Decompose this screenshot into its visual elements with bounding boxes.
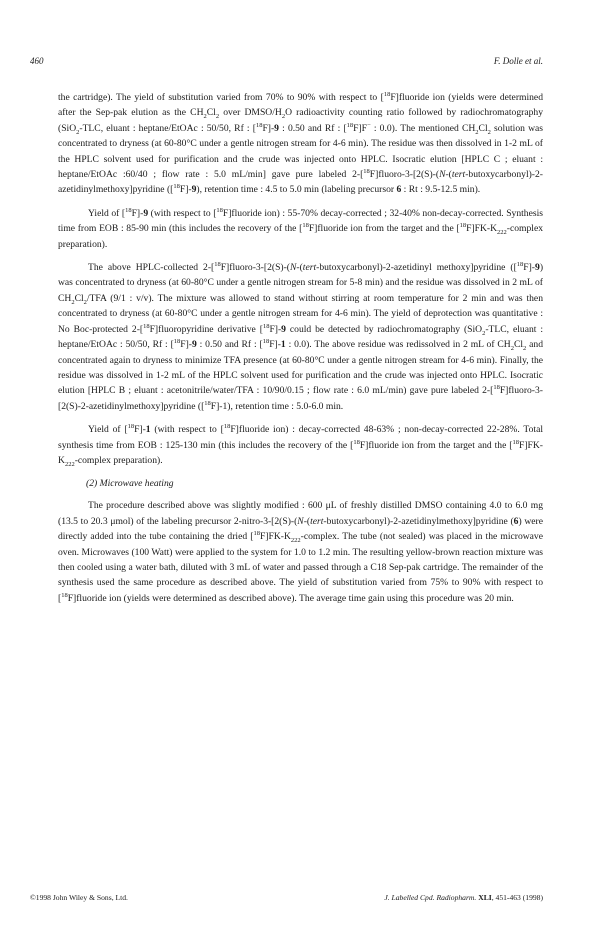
journal-name: J. Labelled Cpd. Radiopharm. [384,893,477,902]
paragraph-5: The procedure described above was slightly modified : 600 μL of freshly distilled DMSO containing 4.0 to 6.0 mg (13.5 to 20.3 μmol) of the labeling precursor 2-nitro-3-[2(S)-(N-(tert-butoxycarbonyl)-2-azetidinylmethoxy]pyridine (6) were directly added into the tube containing the dried $[^{18}F]FK-K_{222}$-complex. The tube (not sealed) was placed in the microwave oven. Microwaves (100 Watt) were applied to the system for 1.0 to 1.2 min. The resulting yellow-brown reaction mixture was then cooled using a water bath, diluted with 3 mL of water and passed through a C18 Sep-pak cartridge. The remainder of the synthesis used the same procedure as described above. The yield of substitution varied from 75% to 90% with respect to [$^{18}$F]fluoride ion (yields were determined as described above). The average time gain using this procedure was 20 min. [58,500,543,604]
paragraph-1: the cartridge). The yield of substitution varied from 70% to 90% with respect to [$^{18}$F]fluoride ion (yields were determined after the Sep-pak elution as the $CH_2Cl_2$ over DMSO/$H_2O$ radioactivity counting ratio followed by radiochromatography (SiO$_2$-TLC, eluant : heptane/EtOAc : 50/50, Rf : [$^{18}$F]-9 : 0.50 and Rf : [$^{18}$F]F− : 0.0). The mentioned $CH_2Cl_2$ solution was concentrated to dryness (at 60-80°C under a gentle nitrogen stream for 4-6 min). The residue was then dissolved in 1-2 mL of the HPLC solvent used for purification and the crude was injected onto HPLC. Isocratic elution [HPLC C ; eluant : heptane/EtOAc :60/40 ; flow rate : 5.0 mL/min] gave pure labeled 2-[$^{18}$F]fluoro-3-[2(S)-(N-(tert-butoxycarbonyl)-2-azetidinylmethoxy]pyridine ([$^{18}$F]-9), retention time : 4.5 to 5.0 min (labeling precursor 6 : Rt : 9.5-12.5 min). [58,90,544,196]
copyright-notice: ©1998 John Wiley & Sons, Ltd. [30,893,128,902]
running-header [30,56,543,70]
article-body [58,90,543,614]
paragraph-4: Yield of [$^{18}$F]-1 (with respect to [$^{18}$F]fluoride ion) : decay-corrected 48-63% ; non-decay-corrected 22-28%. Total synthesis time from EOB : 125-130 min (this includes the recovery of the [$^{18}$F]fluoride ion from the target and the $[^{18}F]FK-K_{222}$-complex preparation). [58,422,544,468]
section-heading: (2) Microwave heating [86,478,174,490]
paragraph-2: Yield of [$^{18}$F]-9 (with respect to [$^{18}$F]fluoride ion) : 55-70% decay-corrected ; 32-40% non-decay-corrected. Synthesis time from EOB : 85-90 min (this includes the recovery of the [$^{18}$F]fluoride ion from the target and the $[^{18}F]FK-K_{222}$-complex preparation). [58,206,544,250]
page-number: 460 [30,56,44,66]
journal-citation [384,893,543,902]
page-footer [30,893,543,905]
running-authors: F. Dolle et al. [493,56,543,66]
journal-volume: XLI [478,893,492,902]
journal-pages-year: , 451-463 (1998) [491,893,543,902]
paragraph-3: The above HPLC-collected 2-[$^{18}$F]fluoro-3-[2(S)-(N-(tert-butoxycarbonyl)-2-azetidinyl methoxy]pyridine ([$^{18}$F]-9) was concentrated to dryness (at 60-80°C under a gentle nitrogen stream for 5-8 min) and the residue was dissolved in 2 mL of $CH_2Cl_2$/TFA (9/1 : v/v). The mixture was allowed to stand without stirring at room temperature for 2 min and was then concentrated to dryness (at 60-80°C under a gentle nitrogen stream for 4-6 min). The yield of deprotection was quantitative : No Boc-protected 2-[$^{18}$F]fluoropyridine derivative [$^{18}$F]-9 could be detected by radiochromatography (SiO$_2$-TLC, eluant : heptane/EtOAc : 50/50, Rf : [$^{18}$F]-9 : 0.50 and Rf : [$^{18}$F]-1 : 0.0). The above residue was redissolved in 2 mL of $CH_2Cl_2$ and concentrated again to dryness to minimize TFA presence (at 60-80°C under a gentle nitrogen stream for 4-6 min). Finally, the residue was dissolved in 1-2 mL of the HPLC solvent used for purification and the crude was injected onto HPLC. Isocratic elution [HPLC B ; eluant : acetonitrile/water/TFA : 10/90/0.15 ; flow rate : 6.0 mL/min) gave pure labeled 2-[$^{18}$F]fluoro-3-[2(S)-2-azetidinylmethoxy]pyridine ([$^{18}$F]-1), retention time : 5.0-6.0 min. [58,260,544,412]
